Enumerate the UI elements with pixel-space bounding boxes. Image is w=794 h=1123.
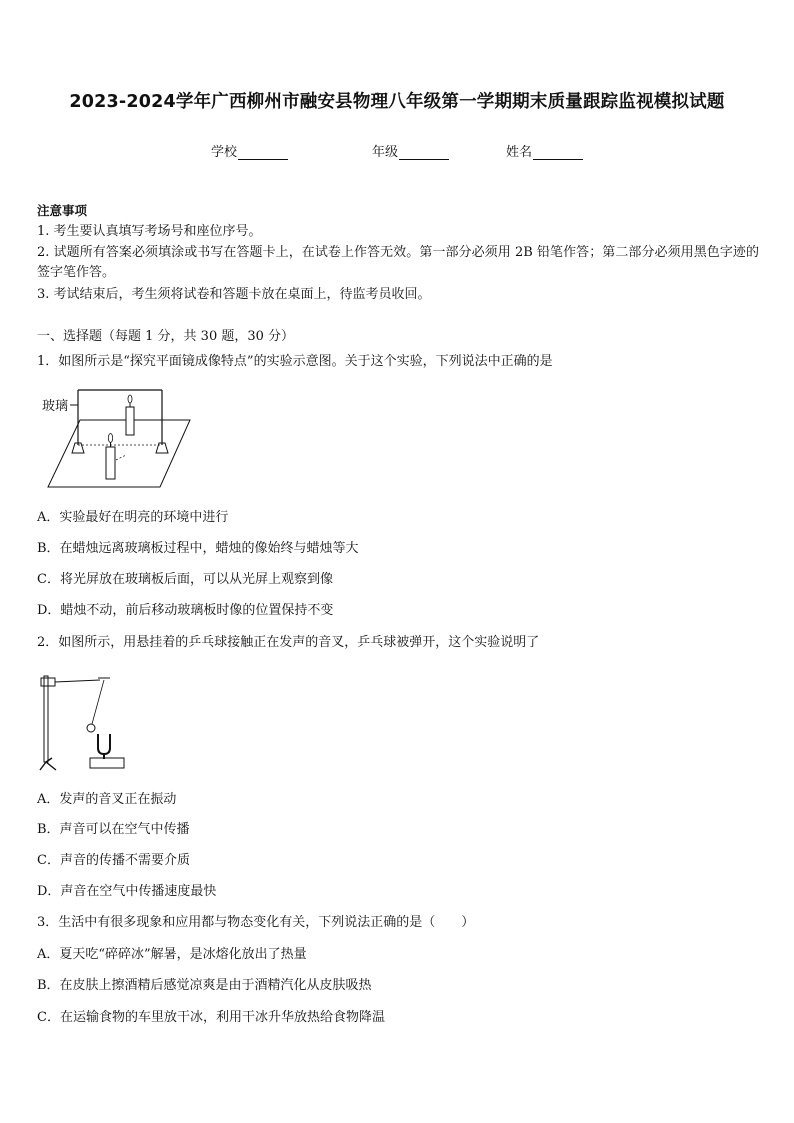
notice-item-2: 2. 试题所有答案必须填涂或书写在答题卡上，在试卷上作答无效。第一部分必须用 2B 铅笔作答；第二部分必须用黑色字迹的签字笔作答。 bbox=[37, 245, 759, 280]
tuning-fork-figure bbox=[38, 666, 130, 778]
q1-option-a[interactable]: A．实验最好在明亮的环境中进行 bbox=[37, 510, 229, 525]
notice-item-1: 1. 考生要认真填写考场号和座位序号。 bbox=[37, 224, 262, 239]
school-blank[interactable] bbox=[238, 145, 288, 160]
name-field[interactable] bbox=[506, 141, 583, 160]
school-label: 学校 bbox=[211, 145, 238, 160]
glass-label: 玻璃 bbox=[42, 399, 69, 414]
section-heading: 一、选择题（每题 1 分，共 30 题，30 分） bbox=[37, 329, 295, 344]
q3-option-b[interactable]: B．在皮肤上擦酒精后感觉凉爽是由于酒精汽化从皮肤吸热 bbox=[37, 978, 372, 993]
q1-option-b[interactable]: B．在蜡烛远离玻璃板过程中，蜡烛的像始终与蜡烛等大 bbox=[37, 541, 359, 556]
notice-heading: 注意事项 bbox=[37, 203, 88, 218]
question-3-stem: 3．生活中有很多现象和应用都与物态变化有关，下列说法正确的是（ ） bbox=[37, 915, 475, 930]
name-blank[interactable] bbox=[533, 145, 583, 160]
q2-option-b[interactable]: B．声音可以在空气中传播 bbox=[37, 822, 190, 837]
school-field[interactable] bbox=[211, 141, 288, 160]
q2-option-c[interactable]: C．声音的传播不需要介质 bbox=[37, 853, 190, 868]
q1-option-c[interactable]: C．将光屏放在玻璃板后面，可以从光屏上观察到像 bbox=[37, 572, 333, 587]
question-2-stem: 2．如图所示，用悬挂着的乒乓球接触正在发声的音叉，乒乓球被弹开，这个实验说明了 bbox=[37, 635, 540, 650]
notice-item-3: 3. 考试结束后，考生须将试卷和答题卡放在桌面上，待监考员收回。 bbox=[37, 287, 431, 302]
q2-option-a[interactable]: A．发声的音叉正在振动 bbox=[37, 792, 177, 807]
q1-option-d[interactable]: D．蜡烛不动，前后移动玻璃板时像的位置保持不变 bbox=[37, 603, 334, 618]
mirror-experiment-figure bbox=[40, 385, 200, 497]
exam-title: 2023-2024学年广西柳州市融安县物理八年级第一学期期末质量跟踪监视模拟试题 bbox=[69, 92, 725, 112]
grade-label: 年级 bbox=[372, 145, 399, 160]
question-1-stem: 1．如图所示是“探究平面镜成像特点”的实验示意图。关于这个实验，下列说法中正确的是 bbox=[37, 354, 553, 369]
grade-blank[interactable] bbox=[399, 145, 449, 160]
q3-option-a[interactable]: A．夏天吃“碎碎冰”解暑，是冰熔化放出了热量 bbox=[37, 947, 307, 962]
name-label: 姓名 bbox=[506, 145, 533, 160]
q3-option-c[interactable]: C．在运输食物的车里放干冰，利用干冰升华放热给食物降温 bbox=[37, 1010, 385, 1025]
q2-option-d[interactable]: D．声音在空气中传播速度最快 bbox=[37, 884, 217, 899]
student-info-fields bbox=[0, 141, 794, 161]
grade-field[interactable] bbox=[372, 141, 449, 160]
